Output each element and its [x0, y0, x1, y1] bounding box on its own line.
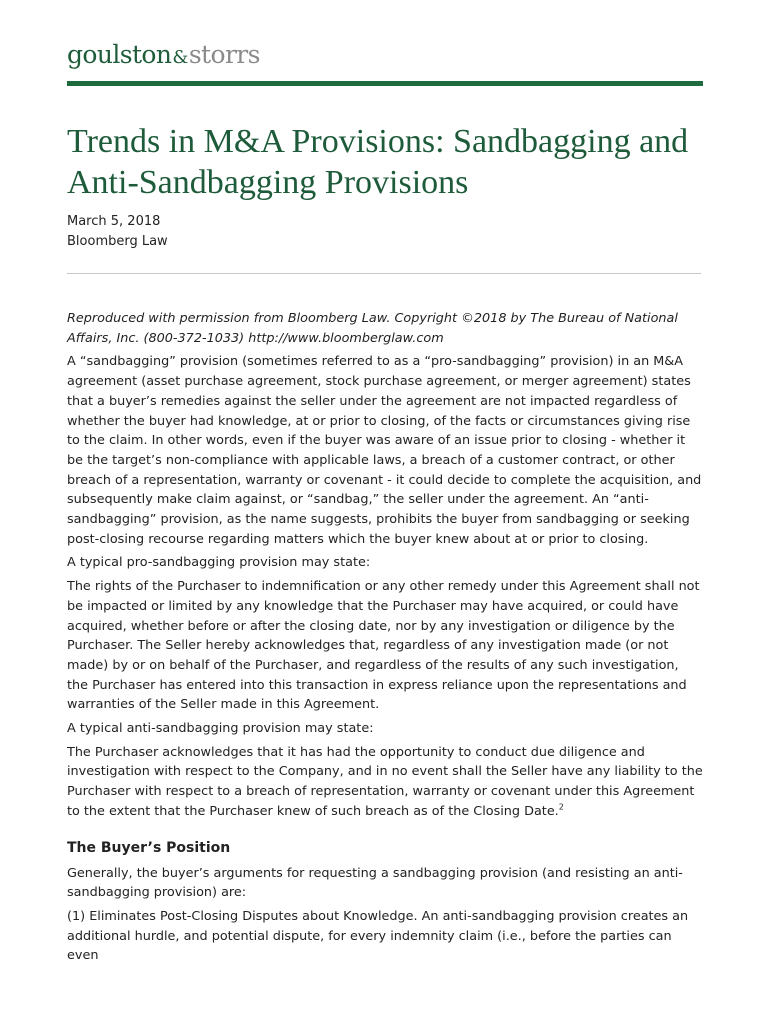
header-divider — [67, 81, 703, 86]
article-body — [67, 309, 703, 970]
paragraph-anti-lead: A typical anti-sandbagging provision may state: — [67, 721, 374, 737]
meta-divider — [67, 273, 701, 274]
article-date: March 5, 2018 — [67, 214, 161, 229]
paragraph-anti-example — [67, 743, 703, 822]
paragraph-buyer-args: Generally, the buyer’s arguments for requesting a sandbagging provision (and resisting an anti-sandbagging provision) are: — [67, 865, 683, 901]
logo-second: storrs — [188, 40, 260, 69]
permission-notice: Reproduced with permission from Bloomberg Law. Copyright ©2018 by The Bureau of National Affairs, Inc. (800-372-1033) http://www.bloomberglaw.com — [67, 311, 678, 346]
paragraph-pro-example: The rights of the Purchaser to indemnification or any other remedy under this Agreement shall not be impacted or limited by any knowledge that the Purchaser may have acquired, or could have acquired, whether before or after the closing date, nor by any investigation or diligence by the Purchaser. The Seller hereby acknowledges that, regardless of any investigation made (or not made) by or on behalf of the Purchaser, and regardless of the results of any such investigation, the Purchaser has entered into this transaction in express reliance upon the representations and warranties of the Seller made in this Agreement. — [67, 579, 700, 713]
article-meta — [67, 212, 168, 252]
footnote-ref: 2 — [558, 802, 564, 812]
paragraph-intro: A “sandbagging” provision (sometimes referred to as a “pro-sandbagging” provision) in an M&A agreement (asset purchase agreement, stock purchase agreement, or merger agreement) states that a buyer’s remedies against the seller under the agreement are not impacted regardless of whether the buyer had knowledge, at or prior to closing, of the facts or circumstances giving rise to the claim. In other words, even if the buyer was aware of an issue prior to closing - whether it be the target’s non-compliance with applicable laws, a breach of a customer contract, or other breach of a representation, warranty or covenant - it could decide to complete the acquisition, and subsequently make claim against, or “sandbag,” the seller under the agreement. An “anti-sandbagging” provision, as the name suggests, prohibits the buyer from sandbagging or seeking post-closing recourse regarding matters which the buyer knew about at or prior to closing. — [67, 354, 702, 547]
article-title: Trends in M&A Provisions: Sandbagging and Anti-Sandbagging Provisions — [67, 123, 689, 201]
anti-example-text: The Purchaser acknowledges that it has had the opportunity to conduct due diligence and investigation with respect to the Company, and in no event shall the Seller have any liability to the Purchaser with respect to a breach of representation, warranty or covenant under this Agreement to the extent that the Purchaser knew of such breach as of the Closing Date. — [67, 744, 703, 819]
article-source: Bloomberg Law — [67, 234, 168, 249]
goulston-storrs-logo — [67, 40, 260, 69]
section-heading-buyers-position: The Buyer’s Position — [67, 839, 231, 856]
paragraph-point-1: (1) Eliminates Post-Closing Disputes about Knowledge. An anti-sandbagging provision creates an additional hurdle, and potential dispute, for every indemnity claim (i.e., before the parties can even — [67, 908, 689, 964]
logo-amp: & — [172, 47, 188, 68]
paragraph-pro-lead: A typical pro-sandbagging provision may state: — [67, 555, 371, 571]
logo-first: goulston — [67, 40, 172, 69]
